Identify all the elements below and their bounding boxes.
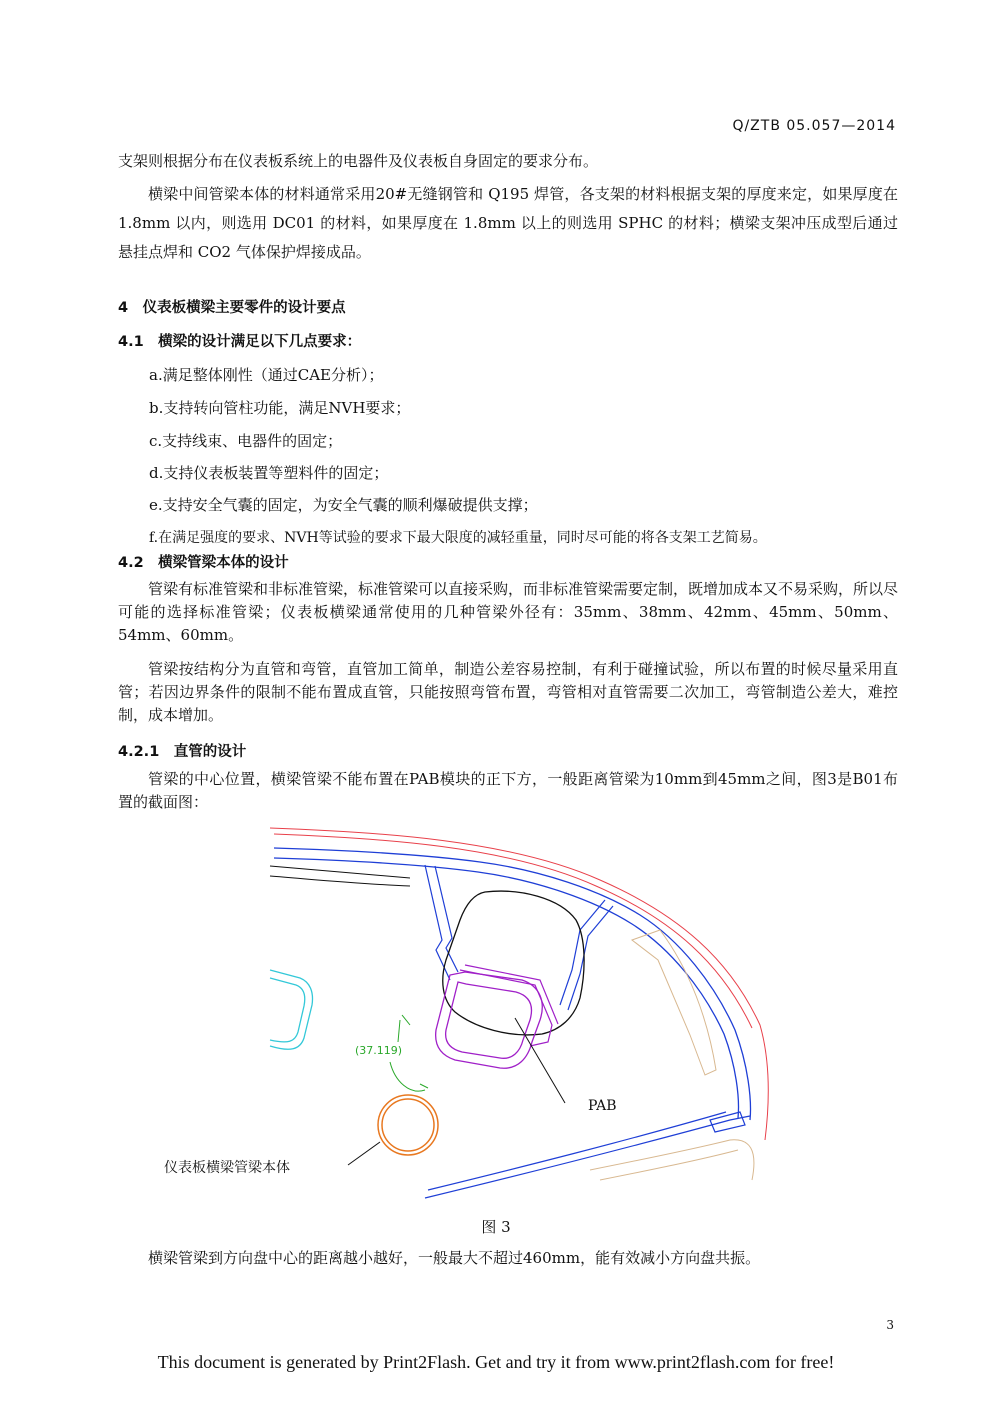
figure-caption: 图 3 — [481, 1218, 511, 1236]
panel-left-wall — [425, 865, 458, 980]
section-heading-4-2-1: 4.2.1 直管的设计 — [118, 744, 247, 760]
outer-skin-line — [270, 828, 768, 1140]
section-drawing-svg — [164, 820, 780, 1210]
beam-tube-inner — [382, 1099, 434, 1151]
upper-trim-outline — [270, 866, 410, 886]
page-number: 3 — [886, 1318, 894, 1332]
paragraph-material: 横梁中间管梁本体的材料通常采用20#无缝钢管和 Q195 焊管，各支架的材料根据支架的厚度来定，如果厚度在 1.8mm 以内，则选用 DC01 的材料，如果厚度在 1.8mm 以上的则选用 SPHC 的材料；横梁支架冲压成型后通过悬挂点焊和 CO2 气体保护焊接成品。 — [118, 185, 898, 261]
outer-skin-line-2 — [274, 834, 752, 1028]
pab-label: PAB — [588, 1098, 617, 1114]
document-code: Q/ZTB 05.057—2014 — [732, 118, 896, 134]
figure-3-section-drawing — [164, 820, 780, 1210]
requirement-a: a.满足整体刚性（通过CAE分析）； — [149, 366, 384, 384]
right-trim-outline — [632, 930, 716, 1075]
beam-body-label: 仪表板横梁管梁本体 — [164, 1160, 290, 1176]
pab-bracket-outer — [436, 972, 543, 1068]
panel-right-wall — [560, 900, 613, 1010]
beam-tube-outer — [378, 1095, 438, 1155]
paragraph-intro: 支架则根据分布在仪表板系统上的电器件及仪表板自身固定的要求分布。 — [118, 152, 599, 170]
beam-leader-line — [348, 1142, 380, 1165]
footer-print2flash-notice: This document is generated by Print2Flash. Get and try it from www.print2flash.com for free! — [157, 1352, 835, 1372]
paragraph-straight-beam: 管梁的中心位置，横梁管梁不能布置在PAB模块的正下方，一般距离管梁为10mm到45mm之间，图3是B01布置的截面图： — [118, 770, 898, 811]
lower-right-trim — [590, 1140, 754, 1180]
panel-upper-line — [274, 848, 750, 1120]
requirement-f: f.在满足强度的要求、NVH等试验的要求下最大限度的减轻重量，同时尽可能的将各支架工艺简易。 — [149, 530, 767, 546]
panel-upper-line-2 — [274, 858, 738, 1118]
section-heading-4-1: 4.1 横梁的设计满足以下几点要求： — [118, 334, 362, 350]
paragraph-steering-distance: 横梁管梁到方向盘中心的距离越小越好，一般最大不超过460mm，能有效减小方向盘共振。 — [148, 1249, 761, 1267]
section-heading-4: 4 仪表板横梁主要零件的设计要点 — [118, 300, 346, 316]
air-duct-outline — [270, 970, 313, 1049]
panel-lower-line — [425, 1112, 750, 1198]
requirement-c: c.支持线束、电器件的固定； — [149, 432, 343, 450]
dimension-label: (37.119) — [355, 1044, 403, 1057]
requirement-e: e.支持安全气囊的固定，为安全气囊的顺利爆破提供支撑； — [149, 496, 538, 514]
requirement-b: b.支持转向管柱功能，满足NVH要求； — [149, 399, 411, 417]
pab-bracket-inner — [446, 982, 532, 1058]
paragraph-beam-structure: 管梁按结构分为直管和弯管，直管加工简单，制造公差容易控制，有利于碰撞试验，所以布置的时候尽量采用直管；若因边界条件的限制不能布置成直管，只能按照弯管布置，弯管相对直管需要二次加工，弯管制造公差大，难控制，成本增加。 — [118, 660, 898, 724]
paragraph-standard-beams: 管梁有标准管梁和非标准管梁，标准管梁可以直接采购，而非标准管梁需要定制，既增加成本又不易采购，所以尽可能的选择标准管梁；仪表板横梁通常使用的几种管梁外径有：35mm、38mm、42mm、45mm、50mm、54mm、60mm。 — [118, 580, 899, 644]
pab-module-outline — [443, 891, 584, 1035]
section-heading-4-2: 4.2 横梁管梁本体的设计 — [118, 555, 289, 571]
requirement-d: d.支持仪表板装置等塑料件的固定； — [149, 464, 389, 482]
